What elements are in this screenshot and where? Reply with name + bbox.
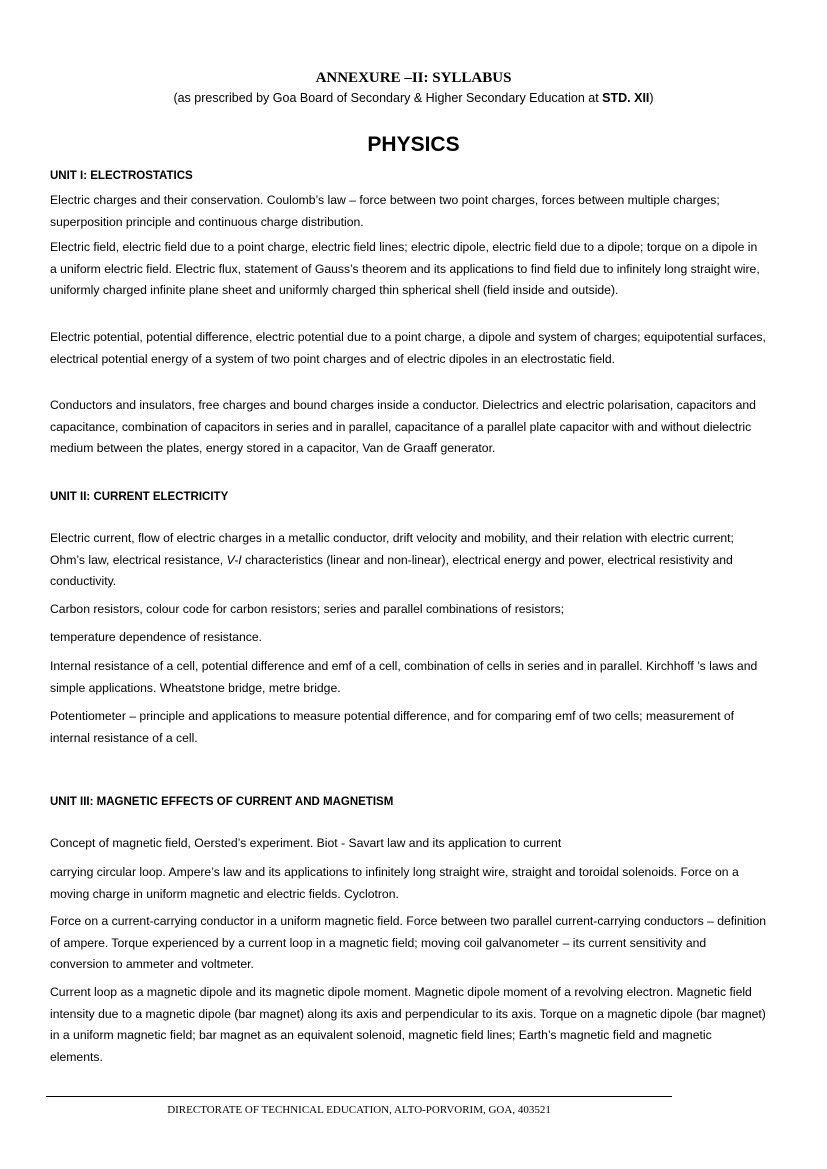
unit-2-p1-vi: V-I: [226, 552, 242, 567]
subtitle-prefix: (as prescribed by Goa Board of Secondary & Higher Secondary Education at: [173, 91, 603, 105]
unit-2-heading: UNIT II: CURRENT ELECTRICITY: [50, 491, 229, 503]
unit-1-paragraph-1: Electric charges and their conservation. Coulomb’s law – force between two point charges, forces between multiple charges; superposition principle and continuous charge distribution.: [50, 193, 720, 229]
unit-2-section: [50, 487, 767, 509]
unit-2-p1-text-b: characteristics (linear and non-linear), electrical energy and power, electrical resistivity and conductivity.: [50, 552, 733, 588]
unit-1-paragraph-3: Electric potential, potential difference, electric potential due to a point charge, a dipole and system of charges; equipotential surfaces, electrical potential energy of a system of two point charges and of electric dipoles in an electrostatic field.: [50, 330, 766, 366]
unit-2-paragraph-3: temperature dependence of resistance.: [50, 630, 263, 644]
unit-3-paragraph-1: Concept of magnetic field, Oersted’s experiment. Biot - Savart law and its application to current: [50, 836, 562, 850]
footer-divider: [46, 1096, 672, 1097]
annexure-subtitle: [0, 91, 827, 105]
unit-3-section: [50, 792, 767, 814]
unit-3-heading: UNIT III: MAGNETIC EFFECTS OF CURRENT AND MAGNETISM: [50, 796, 394, 808]
unit-1-paragraph-4: Conductors and insulators, free charges and bound charges inside a conductor. Dielectrics and electric polarisation, capacitors and capacitance, combination of capacitors in series and in parallel, capacitance of a parallel plate capacitor with and without dielectric medium between the plates, energy stored in a capacitor, Van de Graaff generator.: [50, 398, 756, 455]
unit-3-paragraph-4: Current loop as a magnetic dipole and its magnetic dipole moment. Magnetic dipole moment of a revolving electron. Magnetic field intensity due to a magnetic dipole (bar magnet) along its axis and perpendicular to its axis. Torque on a magnetic dipole (bar magnet) in a uniform magnetic field; bar magnet as an equivalent solenoid, magnetic field lines; Earth’s magnetic field and magnetic elements.: [50, 985, 766, 1064]
unit-3-paragraph-2: carrying circular loop. Ampere’s law and its applications to infinitely long straight wire, straight and toroidal solenoids. Force on a moving charge in uniform magnetic and electric fields. Cyclotron.: [50, 865, 739, 901]
unit-2-paragraph-4: Internal resistance of a cell, potential difference and emf of a cell, combination of cells in series and in parallel. Kirchhoff ’s laws and simple applications. Wheatstone bridge, metre bridge.: [50, 659, 758, 695]
unit-2-paragraph-2: Carbon resistors, colour code for carbon resistors; series and parallel combinations of resistors;: [50, 602, 565, 616]
footer-text: DIRECTORATE OF TECHNICAL EDUCATION, ALTO-PORVORIM, GOA, 403521: [167, 1104, 551, 1116]
unit-1-section: [50, 166, 767, 188]
unit-2-p1-text-a: Electric current, flow of electric charges in a metallic conductor, drift velocity and mobility, and their relation with electric current; Ohm’s law, electrical resistance,: [50, 531, 734, 567]
subtitle-standard: STD. XII: [602, 91, 650, 105]
unit-2-paragraph-5: Potentiometer – principle and applications to measure potential difference, and for comparing emf of two cells; measurement of internal resistance of a cell.: [50, 709, 734, 745]
unit-2-paragraph-1: [50, 528, 767, 593]
unit-1-paragraph-2: Electric field, electric field due to a point charge, electric field lines; electric dipole, electric field due to a dipole; torque on a dipole in a uniform electric field. Electric flux, statement of Gauss’s theorem and its applications to find field due to infinitely long straight wire, uniformly charged infinite plane sheet and uniformly charged thin spherical shell (field inside and outside).: [50, 240, 760, 297]
subject-title: PHYSICS: [367, 133, 460, 156]
annexure-title: ANNEXURE –II: SYLLABUS: [315, 70, 512, 86]
unit-3-paragraph-3: Force on a current-carrying conductor in a uniform magnetic field. Force between two parallel current-carrying conductors – definition of ampere. Torque experienced by a current loop in a magnetic field; moving coil galvanometer – its current sensitivity and conversion to ammeter and voltmeter.: [50, 914, 767, 971]
unit-1-heading: UNIT I: ELECTROSTATICS: [50, 170, 193, 182]
subtitle-suffix: ): [649, 91, 654, 105]
